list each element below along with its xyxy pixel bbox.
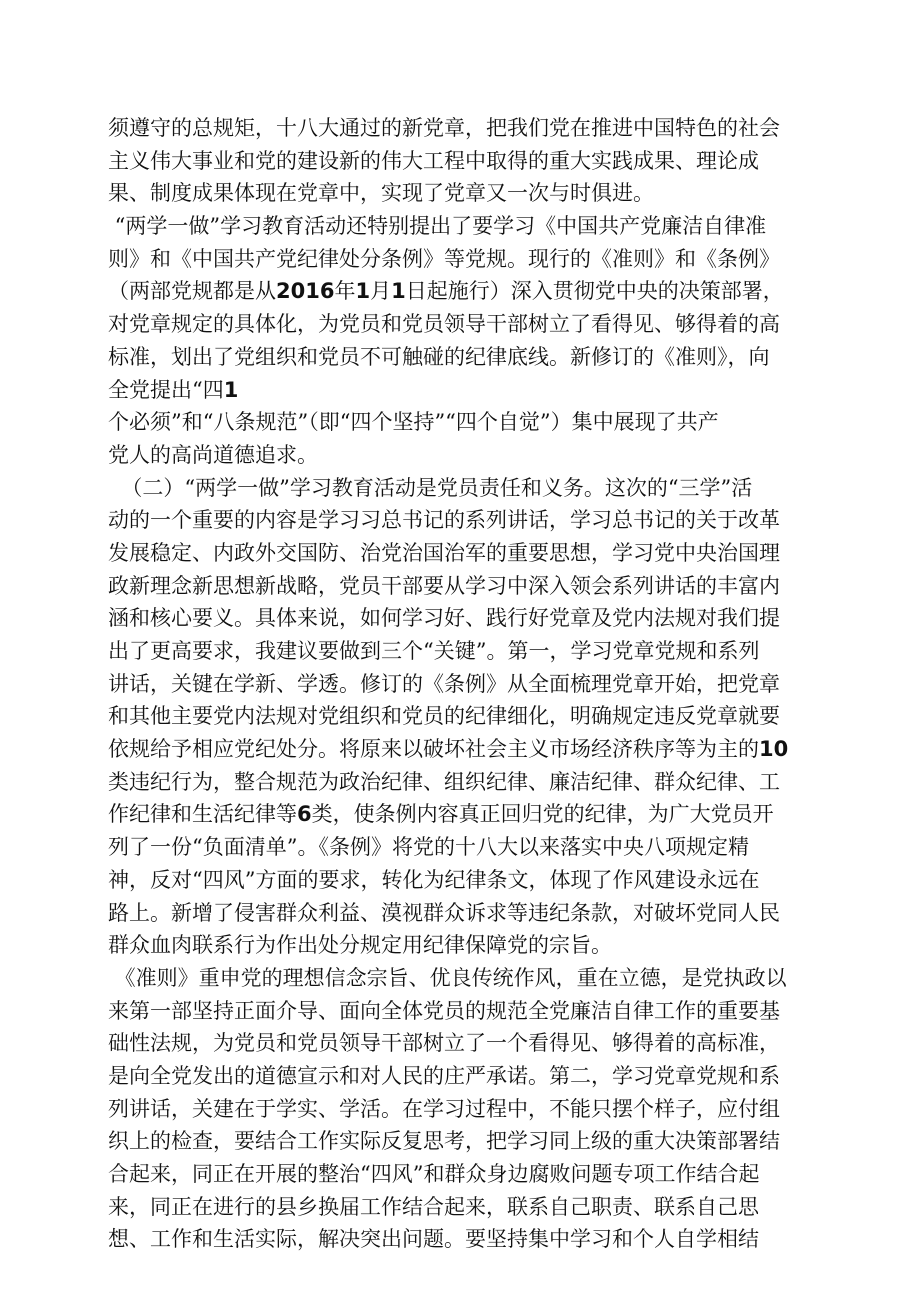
text-line: 想、工作和生活实际，解决突出问题。要坚持集中学习和个人自学相结 xyxy=(108,1227,759,1252)
text-line: 须遵守的总规矩，十八大通过的新党章，把我们党在推进中国特色的社会 xyxy=(108,116,780,140)
text-line: 讲话，关键在学新、学透。修订的《条例》从全面梳理党章开始，把党章 xyxy=(108,671,780,696)
text-line: 党人的高尚道德追求。 xyxy=(108,442,318,467)
text-line: 础性法规，为党员和党员领导干部树立了一个看得见、够得着的高标准， xyxy=(108,1031,780,1056)
text-line: 织上的检查，要结合工作实际反复思考，把学习同上级的重大决策部署结 xyxy=(108,1129,780,1154)
text-line: 列讲话，关建在于学实、学活。在学习过程中，不能只摆个样子，应付组 xyxy=(108,1096,780,1121)
text-line: 依规给予相应党纪处分。将原来以破坏社会主义市场经济秩序等为主的10 xyxy=(108,737,789,762)
text-line: 来第一部坚持正面介导、面向全体党员的规范全党廉洁自律工作的重要基 xyxy=(108,998,780,1023)
text-line: （二）“两学一做”学习教育活动是党员责任和义务。这次的“三学”活 xyxy=(108,475,753,500)
text-line: “两学一做”学习教育活动还特别提出了要学习《中国共产党廉洁自律准 xyxy=(108,214,767,239)
text-line: 政新理念新思想新战略，党员干部要从学习中深入领会系列讲话的丰富内 xyxy=(108,573,780,598)
text-line: 《准则》重申党的理想信念宗旨、优良传统作风，重在立德，是党执政以 xyxy=(108,965,787,990)
text-line: 涵和核心要义。具体来说，如何学习好、践行好党章及党内法规对我们提 xyxy=(108,606,780,631)
body-text xyxy=(108,112,828,1256)
text-line: 是向全党发出的道德宣示和对人民的庄严承诺。第二，学习党章党规和系 xyxy=(108,1063,780,1088)
text-line: 群众血肉联系行为作出处分规定用纪律保障党的宗旨。 xyxy=(108,933,612,958)
text-line: 路上。新增了侵害群众利益、漠视群众诉求等违纪条款，对破坏党同人民 xyxy=(108,900,780,925)
text-line: 列了一份“负面清单”。《条例》将党的十八大以来落实中央八项规定精 xyxy=(108,835,749,860)
text-line: 动的一个重要的内容是学习习总书记的系列讲话，学习总书记的关于改革 xyxy=(108,508,780,533)
text-line: 发展稳定、内政外交国防、治党治国治军的重要思想，学习党中央治国理 xyxy=(108,540,780,565)
text-line: 类违纪行为，整合规范为政治纪律、组织纪律、廉洁纪律、群众纪律、工 xyxy=(108,769,780,794)
text-line: 个必须”和“八条规范”（即“四个坚持”“四个自觉”）集中展现了共产 xyxy=(108,410,719,435)
text-line: 合起来，同正在开展的整治“四风”和群众身边腐败问题专项工作结合起 xyxy=(108,1162,760,1186)
text-line: 果、制度成果体现在党章中，实现了党章又一次与时俱进。 xyxy=(108,181,654,206)
text-line: 和其他主要党内法规对党组织和党员的纪律细化，明确规定违反党章就要 xyxy=(108,704,780,729)
text-line: （两部党规都是从2016年1月1日起施行）深入贯彻党中央的决策部署， xyxy=(108,279,784,304)
text-line: 作纪律和生活纪律等6类，使条例内容真正回归党的纪律，为广大党员开 xyxy=(108,802,774,827)
text-line: 则》和《中国共产党纪律处分条例》等党规。现行的《准则》和《条例》 xyxy=(108,246,780,271)
text-line: 神，反对“四风”方面的要求，转化为纪律条文，体现了作风建设永远在 xyxy=(108,867,760,892)
text-line: 标准，划出了党组织和党员不可触碰的纪律底线。新修订的《准则》，向 xyxy=(108,344,770,369)
text-line: 来，同正在进行的县乡换届工作结合起来，联系自己职责、联系自己思 xyxy=(108,1194,759,1219)
text-line: 对党章规定的具体化，为党员和党员领导干部树立了看得见、够得着的高 xyxy=(108,312,780,337)
text-line: 全党提出“四1 xyxy=(108,377,239,402)
text-line: 出了更高要求，我建议要做到三个“关键”。第一，学习党章党规和系列 xyxy=(108,639,760,663)
text-line: 主义伟大事业和党的建设新的伟大工程中取得的重大实践成果、理论成 xyxy=(108,148,759,173)
